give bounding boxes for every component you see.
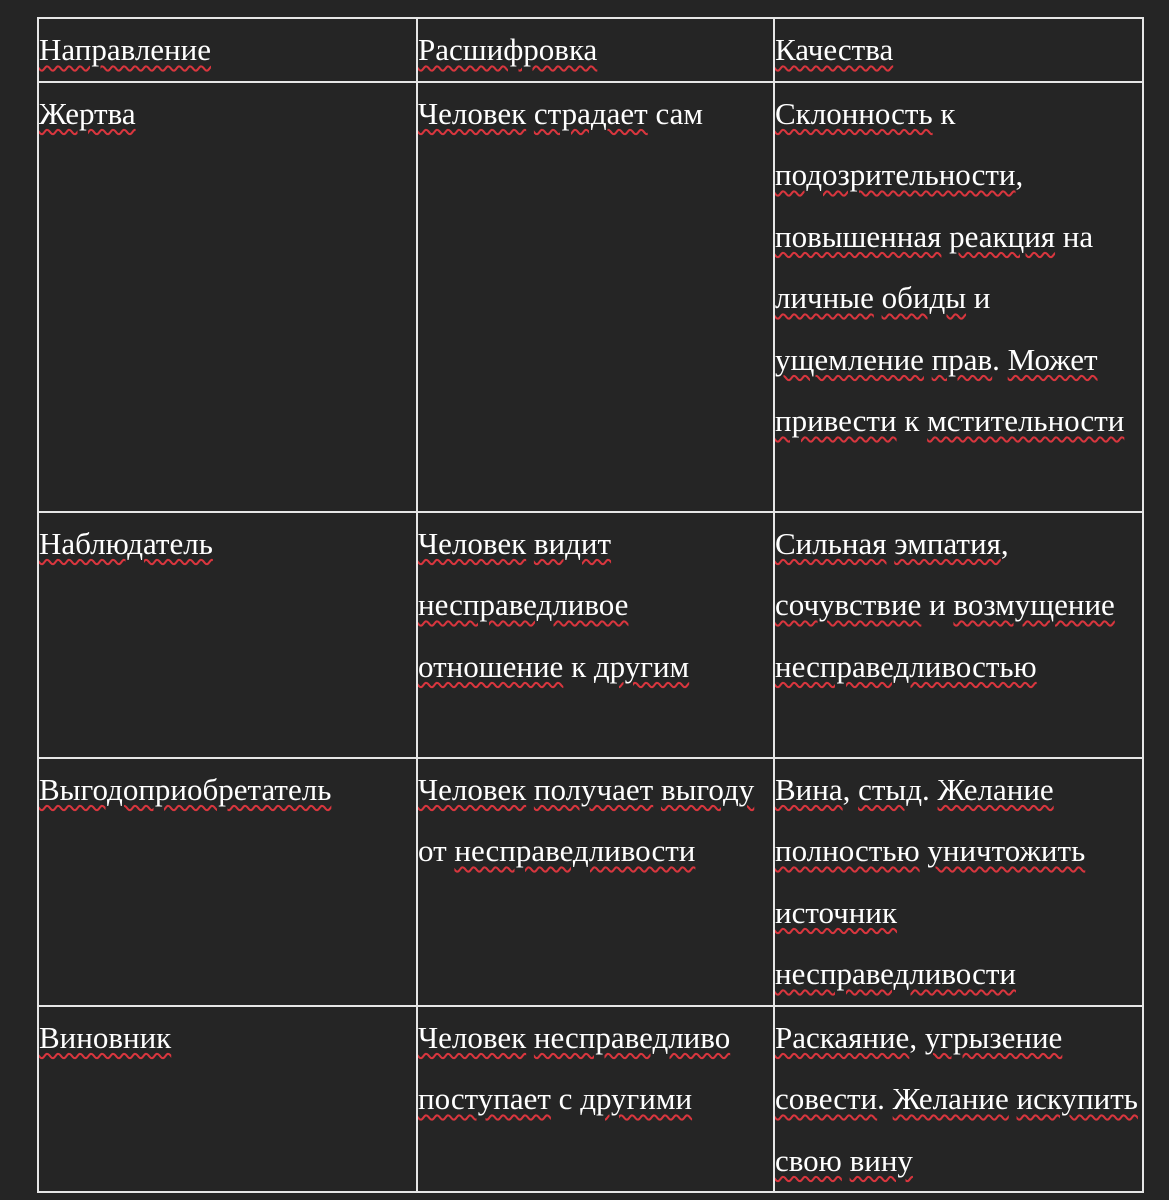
cell-qualities[interactable]: Сильная эмпатия, сочувствие и возмущение несправедливостью (774, 512, 1143, 758)
table-header-row (38, 18, 1143, 82)
cell-meaning[interactable]: Человек страдает сам (417, 82, 774, 512)
cell-meaning[interactable]: Человек несправедливо поступает с другими (417, 1006, 774, 1193)
cell-meaning[interactable]: Человек видит несправедливое отношение к другим (417, 512, 774, 758)
table-row (38, 1006, 1143, 1193)
cell-direction[interactable]: Наблюдатель (38, 512, 417, 758)
cell-direction[interactable]: Выгодоприобретатель (38, 758, 417, 1006)
table-row (38, 758, 1143, 1006)
cell-direction[interactable]: Виновник (38, 1006, 417, 1193)
header-direction[interactable]: Направление (38, 18, 417, 82)
cell-direction[interactable]: Жертва (38, 82, 417, 512)
table-row (38, 82, 1143, 512)
cell-qualities[interactable]: Раскаяние, угрызение совести. Желание искупить свою вину (774, 1006, 1143, 1193)
cell-qualities[interactable]: Склонность к подозрительности, повышенная реакция на личные обиды и ущемление прав. Может привести к мстительности (774, 82, 1143, 512)
cell-qualities[interactable]: Вина, стыд. Желание полностью уничтожить источник несправедливости (774, 758, 1143, 1006)
cell-meaning[interactable]: Человек получает выгоду от несправедливости (417, 758, 774, 1006)
injustice-roles-table (37, 17, 1144, 1193)
table-row (38, 512, 1143, 758)
header-qualities[interactable]: Качества (774, 18, 1143, 82)
header-meaning[interactable]: Расшифровка (417, 18, 774, 82)
